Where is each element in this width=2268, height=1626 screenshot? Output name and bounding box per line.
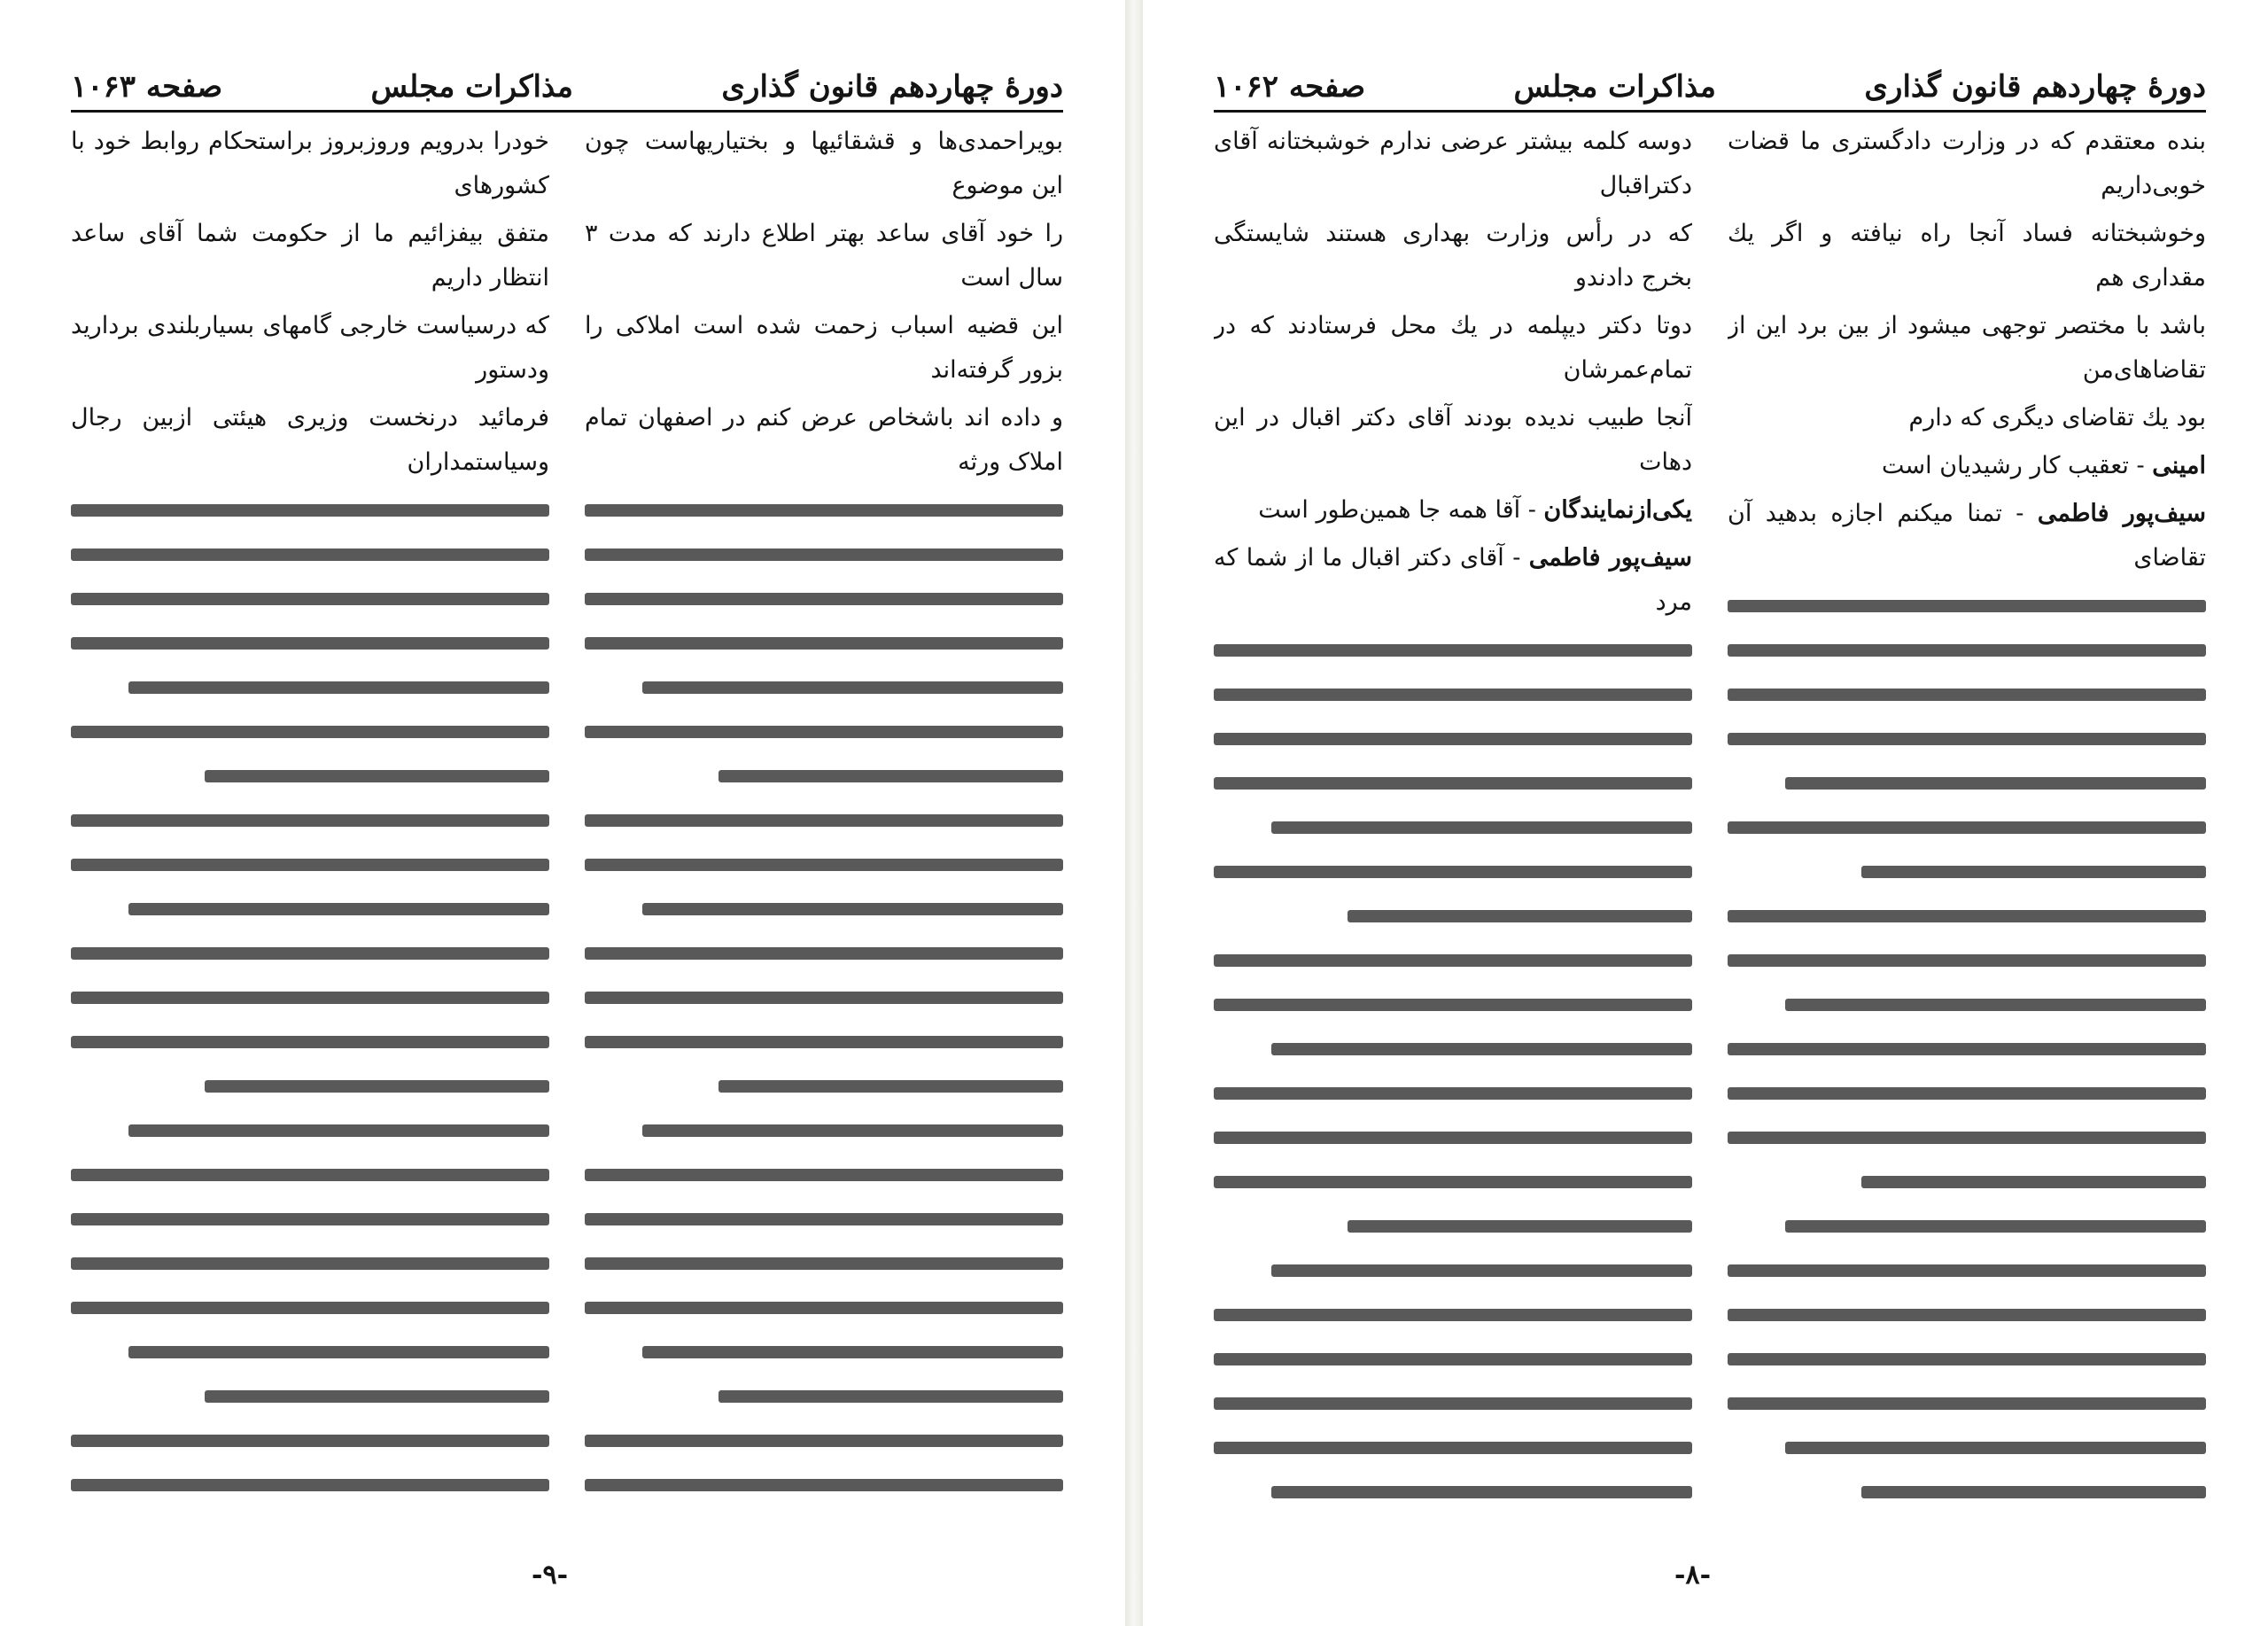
text-line: را خود آقای ساعد بهتر اطلاع دارند که مدت ۳ سال است (585, 220, 1063, 292)
text-line-placeholder (71, 1507, 549, 1520)
text-block-placeholder (585, 488, 1063, 1520)
text-line-bar (1214, 866, 1692, 878)
text-line-placeholder (1728, 850, 2206, 894)
speech-paragraph (1214, 536, 1692, 625)
text-line-placeholder (585, 887, 1063, 931)
text-line-bar (585, 637, 1063, 650)
text-line-bar (1348, 910, 1692, 922)
text-line: بنده معتقدم که در وزارت دادگستری ما قضات خوبی‌داریم (1728, 128, 2206, 199)
text-line-bar (1785, 777, 2206, 790)
text-line-placeholder (1214, 805, 1692, 850)
text-line-placeholder (71, 1286, 549, 1330)
text-line-placeholder (1214, 1337, 1692, 1381)
text-line-bar (71, 1169, 549, 1181)
text-line-bar (205, 1080, 549, 1093)
text-line-placeholder (1214, 1249, 1692, 1293)
header-title: مذاکرات مجلس (1513, 69, 1717, 105)
text-line-bar (1861, 1176, 2206, 1188)
text-line-placeholder (71, 621, 549, 665)
text-line: وخوشبختانه فساد آنجا راه نیافته و اگر یك مقداری هم (1728, 220, 2206, 292)
text-line-placeholder (585, 1197, 1063, 1241)
text-line-bar (585, 992, 1063, 1004)
text-line-bar (1214, 644, 1692, 657)
text-line-placeholder (1214, 673, 1692, 717)
left-page (0, 0, 1125, 1626)
text-line-bar (585, 504, 1063, 517)
text-line-bar (1861, 1486, 2206, 1498)
text-line-bar (71, 1302, 549, 1314)
text-line-placeholder (1214, 717, 1692, 761)
text-line-bar (585, 1302, 1063, 1314)
text-line-placeholder (585, 1153, 1063, 1197)
text-line-placeholder (71, 843, 549, 887)
text-line: آنجا طبیب ندیده بودند آقای دکتر اقبال در این دهات (1214, 404, 1692, 476)
text-line-bar (585, 1435, 1063, 1447)
text-line-placeholder (1728, 1160, 2206, 1204)
text-line-placeholder (585, 754, 1063, 798)
text-line-bar (128, 1346, 549, 1358)
text-line-bar (1271, 1486, 1692, 1498)
text-line-bar (1728, 954, 2206, 967)
text-line-placeholder (71, 1463, 549, 1507)
text-line-bar (642, 903, 1063, 915)
text-line-placeholder (585, 1330, 1063, 1374)
text-line-bar (1728, 733, 2206, 745)
text-line-placeholder (1728, 673, 2206, 717)
text-line-placeholder (1214, 1514, 1692, 1520)
text-line-bar (585, 947, 1063, 960)
text-line-placeholder (1214, 1071, 1692, 1116)
text-line-placeholder (585, 621, 1063, 665)
text-line-bar (1728, 600, 2206, 612)
text-line-placeholder (1728, 1337, 2206, 1381)
text-block-placeholder (71, 488, 549, 1520)
text-line-bar (1785, 1220, 2206, 1233)
text-line-bar (585, 1257, 1063, 1270)
text-line: فرمائید درنخست وزیری هیئتی ازبین رجال وسیاستمداران (71, 404, 549, 476)
text-line-bar (71, 637, 549, 650)
folio-number: -۹- (532, 1560, 569, 1591)
speech-paragraph (1728, 492, 2206, 580)
text-columns (1214, 120, 2206, 1520)
text-line-bar (585, 726, 1063, 738)
text-line-placeholder (71, 488, 549, 533)
text-line-placeholder (1214, 1160, 1692, 1204)
text-line-placeholder (1728, 805, 2206, 850)
text-line-bar (585, 1479, 1063, 1491)
text-line-placeholder (1728, 1116, 2206, 1160)
text-line-bar (71, 1257, 549, 1270)
text-line-bar (1214, 1309, 1692, 1321)
text-line: که در رأس وزارت بهداری هستند شایستگی بخرج دادندو (1214, 220, 1692, 292)
text-line-placeholder (1728, 983, 2206, 1027)
text-line-placeholder (1728, 1293, 2206, 1337)
text-line-bar (1214, 1176, 1692, 1188)
text-line-bar (585, 814, 1063, 827)
text-line-bar (1728, 1264, 2206, 1277)
text-line-placeholder (1728, 717, 2206, 761)
text-line-bar (1214, 1397, 1692, 1410)
text-line-placeholder (585, 976, 1063, 1020)
text-line-placeholder (585, 1507, 1063, 1520)
text-line-bar (205, 770, 549, 782)
text-line-bar (71, 1479, 549, 1491)
text-line-placeholder (585, 488, 1063, 533)
text-line-bar (642, 1346, 1063, 1358)
text-line-bar (1271, 821, 1692, 834)
text-line-placeholder (1728, 1381, 2206, 1426)
text-line-bar (1348, 1220, 1692, 1233)
speech-paragraph (1214, 488, 1692, 533)
text-line-placeholder (71, 976, 549, 1020)
text-line-bar (642, 1124, 1063, 1137)
header-page-number: صفحه ۱۰۶۳ (71, 69, 223, 105)
text-line-bar (1728, 821, 2206, 834)
text-line-bar (128, 681, 549, 694)
text-line-placeholder (1728, 1027, 2206, 1071)
speech-text: - تمنا میکنم اجازه بدهید آن تقاضای (1728, 500, 2206, 572)
text-line-bar (71, 859, 549, 871)
text-line: دوسه کلمه بیشتر عرضی ندارم خوشبختانه آقای دکتراقبال (1214, 128, 1692, 199)
text-columns (71, 120, 1063, 1520)
text-line-placeholder (585, 1064, 1063, 1109)
text-line-bar (1785, 999, 2206, 1011)
text-line-bar (71, 1435, 549, 1447)
text-line-placeholder (585, 1241, 1063, 1286)
text-line-bar (1271, 1043, 1692, 1055)
text-line-placeholder (1214, 850, 1692, 894)
text-line-placeholder (585, 1374, 1063, 1419)
text-line-placeholder (585, 533, 1063, 577)
text-line-placeholder (71, 1153, 549, 1197)
header-title: مذاکرات مجلس (370, 69, 574, 105)
text-line-placeholder (71, 577, 549, 621)
text-line-placeholder (71, 887, 549, 931)
text-line-placeholder (1728, 761, 2206, 805)
right-page (1143, 0, 2268, 1626)
text-line-bar (1214, 1087, 1692, 1100)
text-line-placeholder (1728, 628, 2206, 673)
text-line-placeholder (585, 1419, 1063, 1463)
text-line-bar (128, 903, 549, 915)
text-line-placeholder (1728, 1426, 2206, 1470)
text-line-bar (1728, 1353, 2206, 1365)
text-line-bar (585, 593, 1063, 605)
text-line: بود یك تقاضای دیگری که دارم (1908, 404, 2206, 432)
speaker-name: سیف‌پور فاطمی (1528, 544, 1692, 572)
text-line-placeholder (1214, 1204, 1692, 1249)
text-line-placeholder (71, 1330, 549, 1374)
text-line-bar (585, 1169, 1063, 1181)
text-line-bar (1214, 954, 1692, 967)
text-line-bar (1214, 1353, 1692, 1365)
speech-paragraph (1728, 444, 2206, 488)
text-line: باشد با مختصر توجهی میشود از بین برد این از تقاضاهای‌من (1728, 312, 2206, 384)
text-line-placeholder (1214, 1116, 1692, 1160)
text-line-bar (718, 1080, 1063, 1093)
header-session: دورهٔ چهاردهم قانون گذاری (721, 69, 1063, 105)
text-line-placeholder (1214, 1470, 1692, 1514)
speaker-name: امینی (2152, 452, 2206, 479)
text-line-bar (585, 548, 1063, 561)
text-line-bar (585, 1036, 1063, 1048)
text-line-bar (1214, 999, 1692, 1011)
page-header (1214, 51, 2206, 113)
speech-text: - آقای دکتر اقبال ما از شما که مرد (1214, 544, 1692, 616)
text-line-placeholder (1728, 1249, 2206, 1293)
text-line-placeholder (71, 710, 549, 754)
text-line: بویراحمدی‌ها و قشقائیها و بختیاریهاست چون این موضوع (585, 128, 1063, 199)
text-line-placeholder (1214, 1381, 1692, 1426)
text-line-placeholder (71, 533, 549, 577)
text-line-placeholder (1214, 761, 1692, 805)
text-line-bar (585, 1213, 1063, 1225)
folio-number: -۸- (1674, 1560, 1712, 1591)
text-line-bar (1728, 1043, 2206, 1055)
text-line-placeholder (71, 754, 549, 798)
speech-text: - تعقیب کار رشیدیان است (1882, 452, 2145, 479)
text-line-bar (1785, 1442, 2206, 1454)
text-line-placeholder (585, 1109, 1063, 1153)
text-line-placeholder (71, 1064, 549, 1109)
text-line-placeholder (585, 710, 1063, 754)
text-line-placeholder (71, 1419, 549, 1463)
text-line-bar (1728, 644, 2206, 657)
text-line-placeholder (1214, 983, 1692, 1027)
text-line: این قضیه اسباب زحمت شده است املاکی را بزور گرفته‌اند (585, 312, 1063, 384)
speaker-name: یکی‌ازنمایندگان (1543, 496, 1692, 524)
text-line-bar (71, 726, 549, 738)
text-line-placeholder (1728, 1204, 2206, 1249)
text-line-placeholder (71, 1109, 549, 1153)
text-line-bar (1728, 1309, 2206, 1321)
text-line-placeholder (1728, 584, 2206, 628)
text-line-placeholder (585, 577, 1063, 621)
text-line-placeholder (71, 1020, 549, 1064)
text-line-bar (1728, 1397, 2206, 1410)
text-line-bar (1214, 1132, 1692, 1144)
text-line-bar (71, 504, 549, 517)
text-line-bar (1728, 1087, 2206, 1100)
text-line-placeholder (71, 1241, 549, 1286)
text-line-bar (205, 1390, 549, 1403)
text-line-placeholder (71, 665, 549, 710)
text-line-bar (1214, 689, 1692, 701)
text-line: متفق بیفزائیم ما از حکومت شما آقای ساعد انتظار داریم (71, 220, 549, 292)
text-line-bar (718, 770, 1063, 782)
text-line-placeholder (1728, 894, 2206, 938)
text-line-bar (71, 593, 549, 605)
text-line-bar (1728, 689, 2206, 701)
text-line-placeholder (1214, 1426, 1692, 1470)
text-line-placeholder (1214, 1293, 1692, 1337)
text-line-placeholder (1728, 1071, 2206, 1116)
text-line-placeholder (1214, 628, 1692, 673)
header-page-number: صفحه ۱۰۶۲ (1214, 69, 1366, 105)
text-line-bar (71, 1036, 549, 1048)
page-header (71, 51, 1063, 113)
text-line-placeholder (1728, 1514, 2206, 1520)
text-line-bar (1214, 777, 1692, 790)
text-block-placeholder (1214, 628, 1692, 1520)
text-line-placeholder (1214, 894, 1692, 938)
text-line-bar (642, 681, 1063, 694)
text-column-right (1728, 120, 2206, 1520)
text-line-bar (1728, 1132, 2206, 1144)
text-column-left (1214, 120, 1692, 1520)
header-session: دورهٔ چهاردهم قانون گذاری (1864, 69, 2206, 105)
text-line-bar (71, 992, 549, 1004)
speaker-name: سیف‌پور فاطمی (2037, 500, 2206, 527)
text-line-placeholder (585, 1020, 1063, 1064)
text-line-placeholder (71, 798, 549, 843)
text-line-placeholder (585, 1463, 1063, 1507)
text-line-bar (71, 814, 549, 827)
text-line-placeholder (71, 1197, 549, 1241)
text-line-placeholder (1214, 1027, 1692, 1071)
text-line-placeholder (1728, 938, 2206, 983)
text-block-placeholder (1728, 584, 2206, 1520)
text-line-placeholder (585, 843, 1063, 887)
text-line-bar (1214, 1442, 1692, 1454)
text-line: خودرا بدرویم وروزبروز براستحکام روابط خود با کشورهای (71, 128, 549, 199)
text-line-bar (1214, 733, 1692, 745)
text-line-bar (71, 947, 549, 960)
text-line-placeholder (585, 1286, 1063, 1330)
text-line-placeholder (585, 665, 1063, 710)
text-line-bar (1861, 866, 2206, 878)
text-line: که درسیاست خارجی گامهای بسیاربلندی بردارید ودستور (71, 312, 549, 384)
text-line: و داده اند باشخاص عرض کنم در اصفهان تمام املاک ورثه (585, 404, 1063, 476)
book-gutter (1125, 0, 1143, 1626)
text-line-placeholder (585, 798, 1063, 843)
text-line-bar (128, 1124, 549, 1137)
text-line-bar (1271, 1264, 1692, 1277)
text-line-bar (585, 859, 1063, 871)
text-line-placeholder (585, 931, 1063, 976)
text-line-placeholder (1214, 938, 1692, 983)
text-line-bar (1728, 910, 2206, 922)
text-column-left (71, 120, 549, 1520)
speech-text: - آقا همه جا همین‌طور است (1258, 496, 1536, 524)
text-line-placeholder (71, 931, 549, 976)
text-column-right (585, 120, 1063, 1520)
text-line-placeholder (71, 1374, 549, 1419)
text-line-placeholder (1728, 1470, 2206, 1514)
text-line-bar (71, 548, 549, 561)
text-line-bar (718, 1390, 1063, 1403)
text-line: دوتا دکتر دیپلمه در یك محل فرستادند که در تمام‌عمرشان (1214, 312, 1692, 384)
text-line-bar (71, 1213, 549, 1225)
